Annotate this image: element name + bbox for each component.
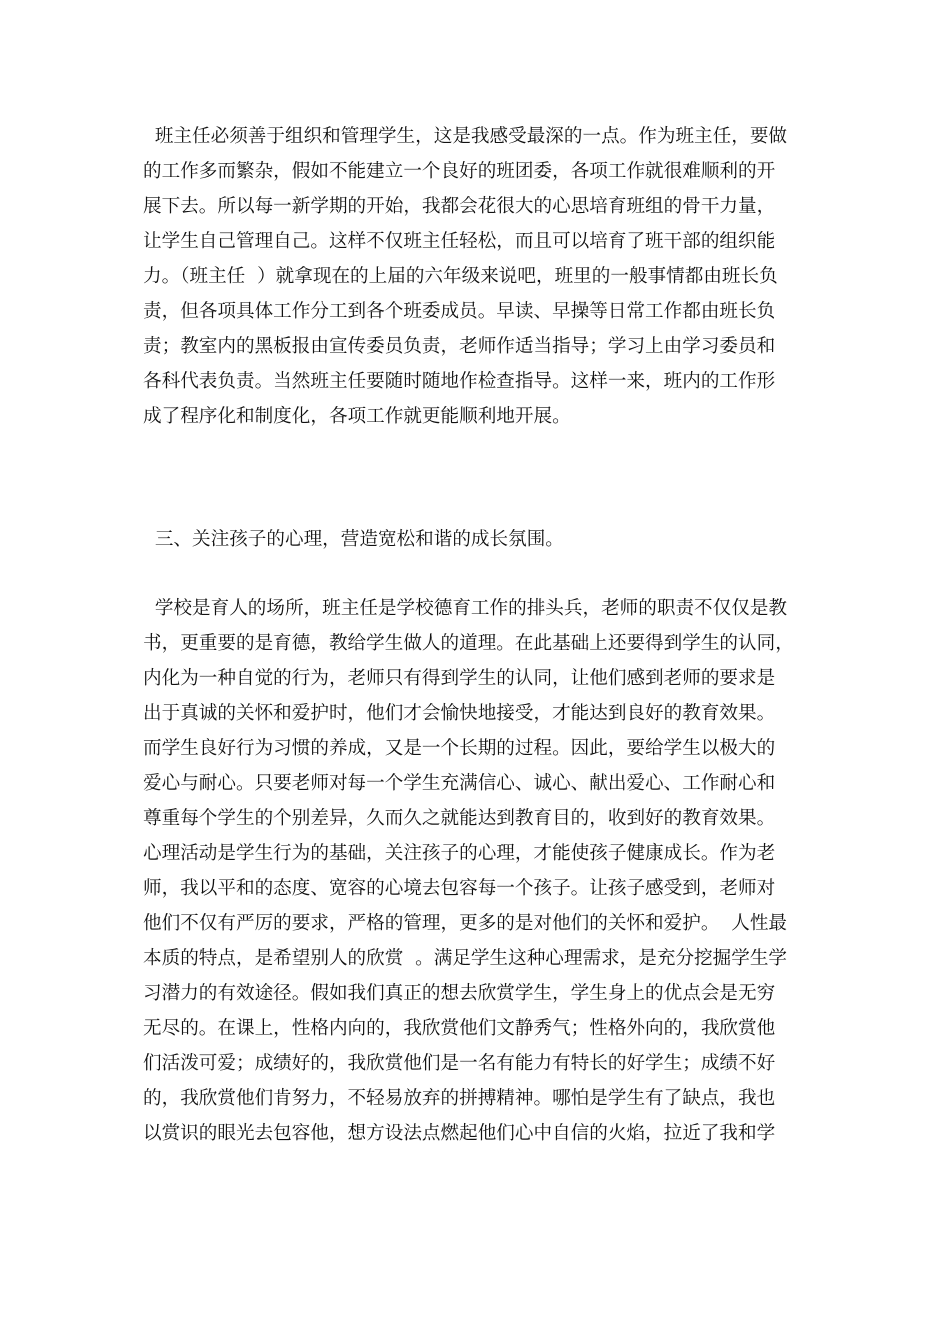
text-line: 的，我欣赏他们肯努力，不轻易放弃的拼搏精神。哪怕是学生有了缺点，我也 bbox=[143, 1088, 776, 1109]
text-line: 他们不仅有严厉的要求，严格的管理，更多的是对他们的关怀和爱护。 人性最 bbox=[143, 913, 788, 934]
text-line: 的工作多而繁杂，假如不能建立一个良好的班团委，各项工作就很难顺利的开 bbox=[143, 161, 776, 182]
text-line: 班主任必须善于组织和管理学生，这是我感受最深的一点。作为班主任，要做 bbox=[143, 126, 788, 147]
text-line: 展下去。所以每一新学期的开始，我都会花很大的心思培育班组的骨干力量， bbox=[143, 196, 776, 217]
text-line: 力。（班主任 ）就拿现在的上届的六年级来说吧，班里的一般事情都由班长负 bbox=[143, 266, 778, 287]
text-line: 让学生自己管理自己。这样不仅班主任轻松，而且可以培育了班干部的组织能 bbox=[143, 231, 776, 252]
text-line: 各科代表负责。当然班主任要随时随地作检查指导。这样一来，班内的工作形 bbox=[143, 371, 776, 392]
text-line: 以赏识的眼光去包容他，想方设法点燃起他们心中自信的火焰，拉近了我和学 bbox=[143, 1123, 776, 1144]
text-line: 师，我以平和的态度、宽容的心境去包容每一个孩子。让孩子感受到，老师对 bbox=[143, 878, 776, 899]
text-line: 心理活动是学生行为的基础，关注孩子的心理，才能使孩子健康成长。作为老 bbox=[143, 843, 776, 864]
text-line: 本质的特点，是希望别人的欣赏 。满足学生这种心理需求，是充分挖掘学生学 bbox=[143, 948, 788, 969]
text-line: 内化为一种自觉的行为，老师只有得到学生的认同，让他们感到老师的要求是 bbox=[143, 668, 776, 689]
text-line: 出于真诚的关怀和爱护时，他们才会愉快地接受，才能达到良好的教育效果。 bbox=[143, 703, 776, 724]
text-line: 责；教室内的黑板报由宣传委员负责，老师作适当指导；学习上由学习委员和 bbox=[143, 336, 776, 357]
text-line: 成了程序化和制度化，各项工作就更能顺利地开展。 bbox=[143, 406, 571, 427]
text-line: 爱心与耐心。只要老师对每一个学生充满信心、诚心、献出爱心、工作耐心和 bbox=[143, 773, 776, 794]
text-line: 习潜力的有效途径。假如我们真正的想去欣赏学生，学生身上的优点会是无穷 bbox=[143, 983, 776, 1004]
text-line: 书，更重要的是育德，教给学生做人的道理。在此基础上还要得到学生的认同， bbox=[143, 633, 794, 654]
text-line: 无尽的。在课上，性格内向的，我欣赏他们文静秀气；性格外向的，我欣赏他 bbox=[143, 1018, 776, 1039]
text-line: 尊重每个学生的个别差异，久而久之就能达到教育目的，收到好的教育效果。 bbox=[143, 808, 776, 829]
text-line: 们活泼可爱；成绩好的，我欣赏他们是一名有能力有特长的好学生；成绩不好 bbox=[143, 1053, 776, 1074]
text-line: 学校是育人的场所，班主任是学校德育工作的排头兵，老师的职责不仅仅是教 bbox=[143, 598, 788, 619]
section-heading: 三、关注孩子的心理，营造宽松和谐的成长氛围。 bbox=[143, 529, 564, 550]
text-line: 责，但各项具体工作分工到各个班委成员。早读、早操等日常工作都由班长负 bbox=[143, 301, 776, 322]
text-line: 而学生良好行为习惯的养成，又是一个长期的过程。因此，要给学生以极大的 bbox=[143, 738, 776, 759]
